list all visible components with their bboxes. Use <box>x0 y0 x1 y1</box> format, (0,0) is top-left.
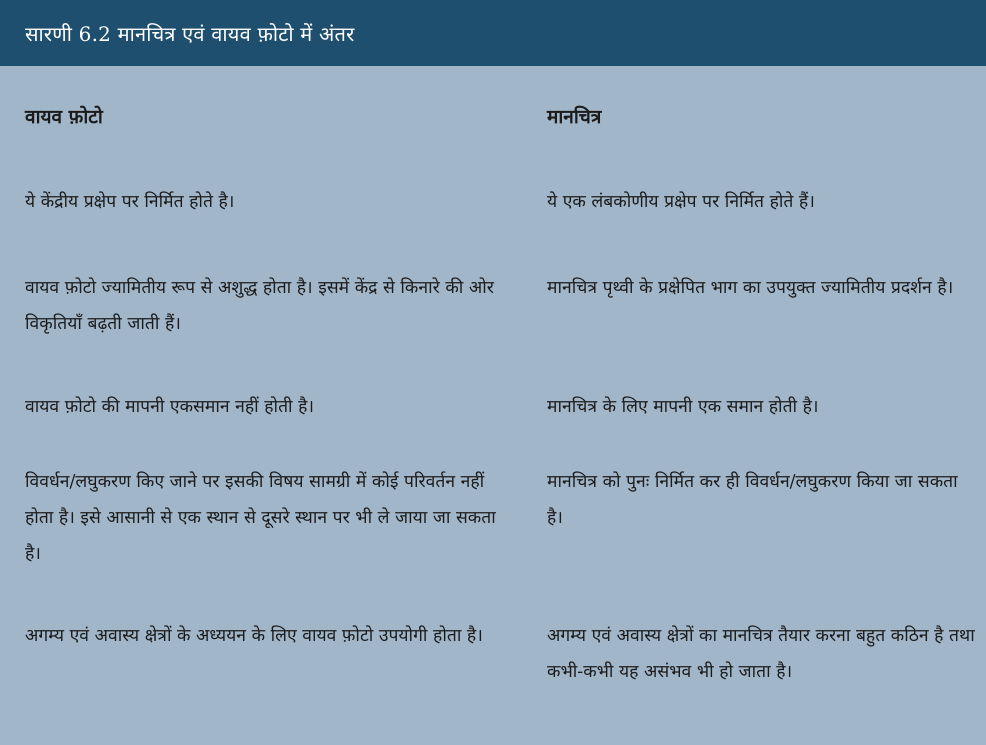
column-header-aerial-photo: वायव फ़ोटो <box>25 106 103 128</box>
table-cell-aerial-photo: ये केंद्रीय प्रक्षेप पर निर्मित होते है। <box>25 192 235 212</box>
table-cell-aerial-photo: विवर्धन/लघुकरण किए जाने पर इसकी विषय सामग्री में कोई परिवर्तन नहीं होता है। इसे आसानी से एक स्थान से दूसरे स्थान पर भी ले जाया जा सकता है। <box>25 472 496 564</box>
table-title: सारणी 6.2 मानचित्र एवं वायव फ़ोटो में अंतर <box>25 21 355 46</box>
table-cell-map: मानचित्र के लिए मापनी एक समान होती है। <box>547 397 819 417</box>
table-cell-map: ये एक लंबकोणीय प्रक्षेप पर निर्मित होते हैं। <box>547 192 815 212</box>
column-header-map: मानचित्र <box>547 106 602 128</box>
table-cell-map: मानचित्र को पुनः निर्मित कर ही विवर्धन/लघुकरण किया जा सकता है। <box>547 472 958 528</box>
table-cell-map: मानचित्र पृथ्वी के प्रक्षेपित भाग का उपयुक्त ज्यामितीय प्रदर्शन है। <box>547 278 954 298</box>
table-title-bar <box>0 0 986 66</box>
table-cell-aerial-photo: अगम्य एवं अवास्य क्षेत्रों के अध्ययन के लिए वायव फ़ोटो उपयोगी होता है। <box>25 626 483 646</box>
table-cell-map: अगम्य एवं अवास्य क्षेत्रों का मानचित्र तैयार करना बहुत कठिन है तथा कभी-कभी यह असंभव भी हो जाता है। <box>547 626 975 682</box>
table-cell-aerial-photo: वायव फ़ोटो ज्यामितीय रूप से अशुद्ध होता है। इसमें केंद्र से किनारे की ओर विकृतियाँ बढ़ती जाती हैं। <box>25 278 494 334</box>
table-cell-aerial-photo: वायव फ़ोटो की मापनी एकसमान नहीं होती है। <box>25 397 315 417</box>
